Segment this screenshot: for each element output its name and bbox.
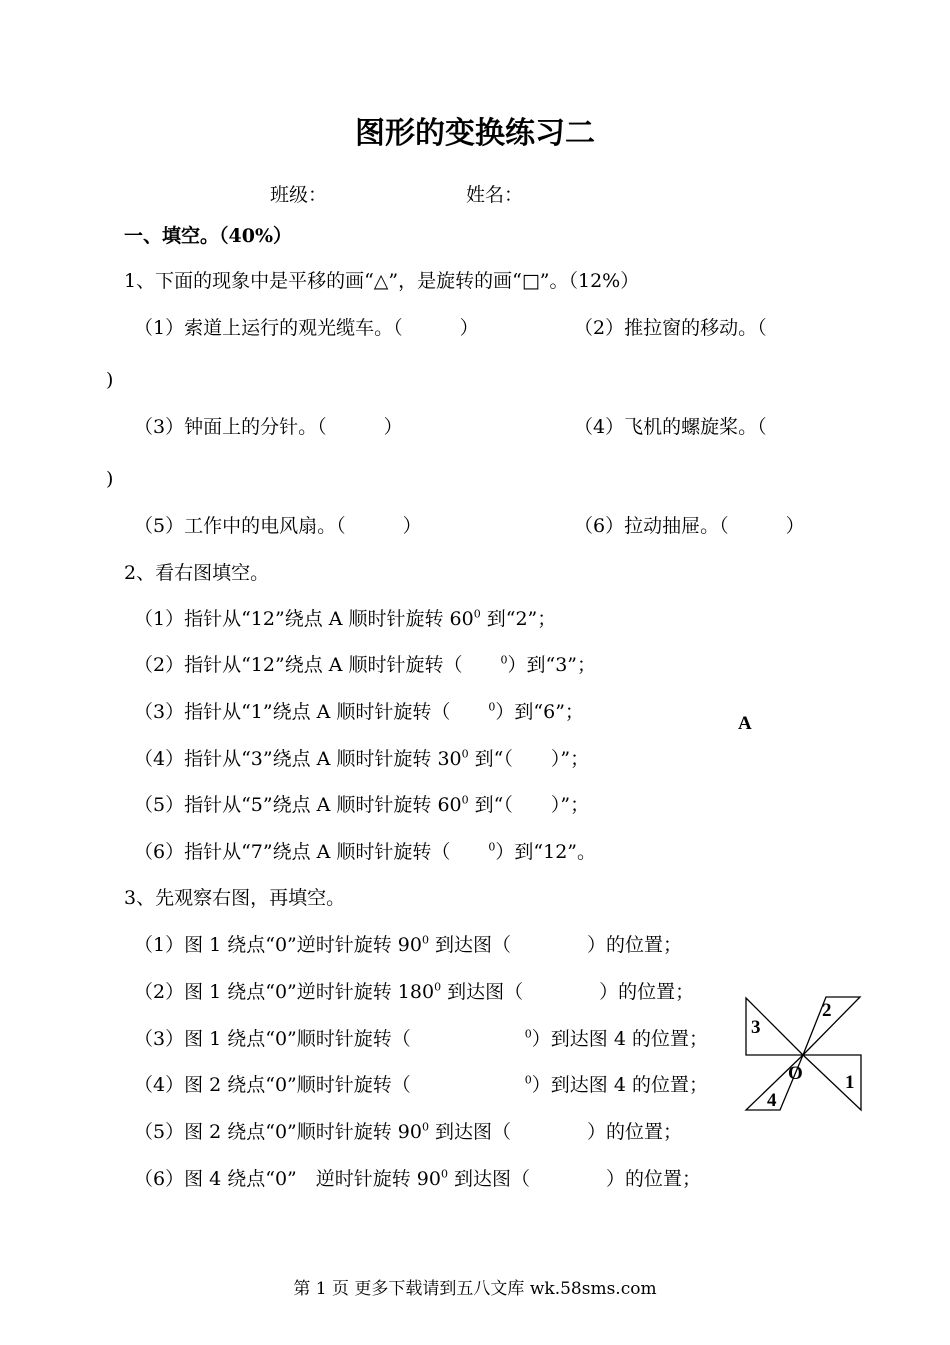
q3-item-1: （1）图 1 绕点“0”逆时针旋转 $90^0$ 到达图（ ）的位置； bbox=[134, 933, 683, 956]
q1-stem: 1、下面的现象中是平移的画“△”，是旋转的画“□”。（12%） bbox=[124, 270, 640, 292]
q2-item-2: （2）指针从“12”绕点 A 顺时针旋转（ $^0$）到“3”； bbox=[134, 653, 597, 676]
q1-item-5: （5）工作中的电风扇。（ ） bbox=[134, 515, 422, 537]
name-label: 姓名： bbox=[466, 184, 524, 206]
q3-stem: 3、先观察右图，再填空。 bbox=[124, 887, 346, 909]
clock-figure-point-label: A bbox=[738, 713, 752, 734]
pinwheel-label-1: 1 bbox=[845, 1072, 855, 1093]
pinwheel-label-2: 2 bbox=[822, 1000, 832, 1021]
q1-item-2: （2）推拉窗的移动。（ bbox=[574, 317, 767, 339]
q2-item-3: （3）指针从“1”绕点 A 顺时针旋转（ $^0$）到“6”； bbox=[134, 700, 584, 723]
q1-item-4: （4）飞机的螺旋桨。（ bbox=[574, 416, 767, 438]
q2-item-5: （5）指针从“5”绕点 A 顺时针旋转 $60^0$ 到“（ ）”； bbox=[134, 793, 590, 816]
pinwheel-label-center: O bbox=[788, 1063, 803, 1084]
q2-item-1: （1）指针从“12”绕点 A 顺时针旋转 $60^0$ 到“2”； bbox=[134, 607, 557, 630]
q3-item-2: （2）图 1 绕点“0”逆时针旋转 $180^0$ 到达图（ ）的位置； bbox=[134, 980, 695, 1003]
q3-item-3: （3）图 1 绕点“0”顺时针旋转（ $^0$）到达图 4 的位置； bbox=[134, 1027, 708, 1050]
q2-item-6: （6）指针从“7”绕点 A 顺时针旋转（ $^0$）到“12”。 bbox=[134, 840, 597, 863]
q3-item-5: （5）图 2 绕点“0”顺时针旋转 $90^0$ 到达图（ ）的位置； bbox=[134, 1120, 683, 1143]
page-footer: 第 1 页 更多下载请到五八文库 wk.58sms.com bbox=[293, 1279, 657, 1299]
q3-item-6: （6）图 4 绕点“0” 逆时针旋转 $90^0$ 到达图（ ）的位置； bbox=[134, 1167, 702, 1190]
class-label: 班级： bbox=[270, 184, 328, 206]
q3-item-4: （4）图 2 绕点“0”顺时针旋转（ $^0$）到达图 4 的位置； bbox=[134, 1073, 708, 1096]
q2-item-4: （4）指针从“3”绕点 A 顺时针旋转 $30^0$ 到“（ ）”； bbox=[134, 747, 590, 770]
q2-stem: 2、看右图填空。 bbox=[124, 562, 270, 584]
q1-item-4-close: ) bbox=[106, 468, 114, 490]
q1-item-3: （3）钟面上的分针。（ ） bbox=[134, 416, 403, 438]
section-heading: 一、填空。（40%） bbox=[124, 225, 292, 247]
pinwheel-label-4: 4 bbox=[767, 1090, 777, 1111]
q1-item-2-close: ) bbox=[106, 369, 114, 391]
pinwheel-triangle-2 bbox=[803, 997, 860, 1055]
q1-item-1: （1）索道上运行的观光缆车。（ ） bbox=[134, 317, 479, 339]
pinwheel-label-3: 3 bbox=[751, 1017, 761, 1038]
page-title: 图形的变换练习二 bbox=[355, 116, 595, 151]
q1-item-6: （6）拉动抽屉。（ ） bbox=[574, 515, 805, 537]
pinwheel-figure bbox=[740, 990, 870, 1120]
